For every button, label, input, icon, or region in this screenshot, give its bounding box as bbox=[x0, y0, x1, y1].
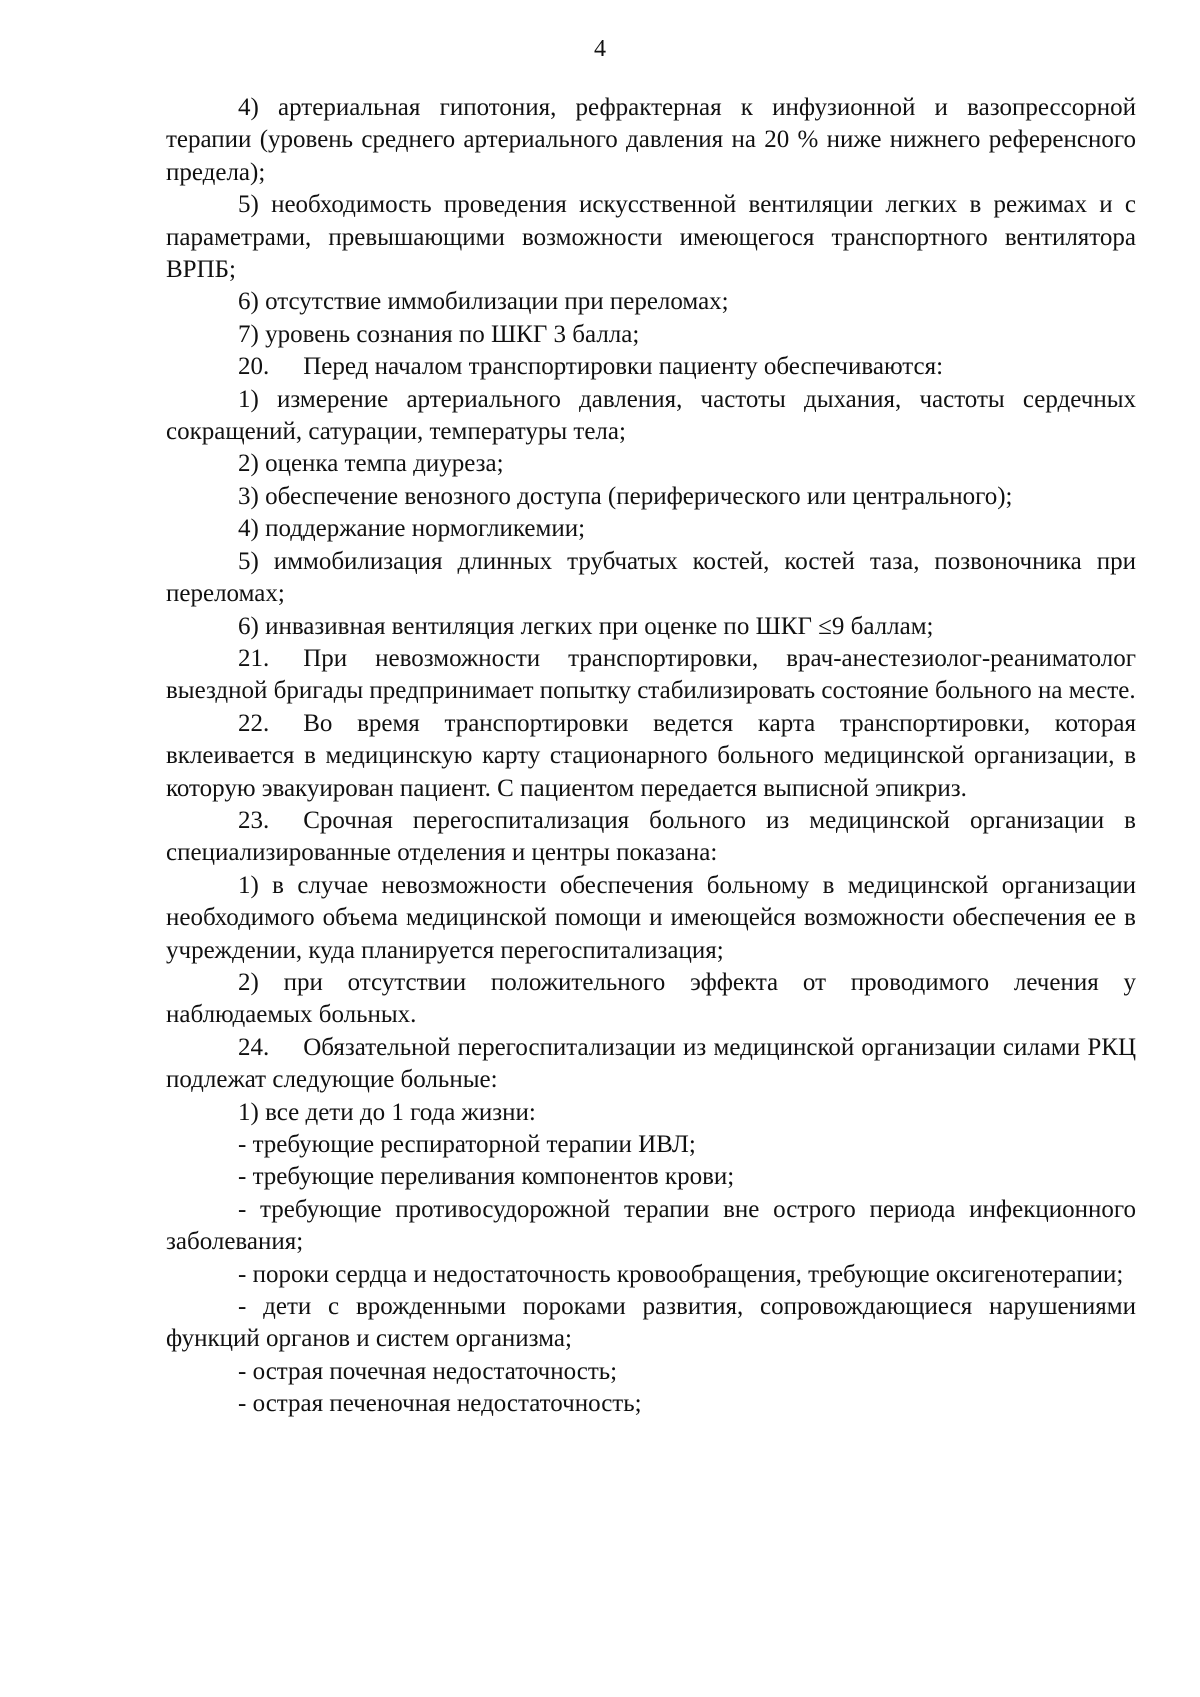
paragraph-item-2 bbox=[166, 448, 1136, 480]
paragraph-text: 1) все дети до 1 года жизни: bbox=[238, 1098, 536, 1126]
paragraph-item-4 bbox=[166, 92, 1136, 189]
list-dash-item bbox=[166, 1291, 1136, 1356]
page-number: 4 bbox=[594, 36, 606, 62]
paragraph-item-3 bbox=[166, 481, 1136, 513]
paragraph-item-4b bbox=[166, 513, 1136, 545]
paragraph-text: - требующие переливания компонентов крови; bbox=[238, 1163, 735, 1191]
paragraph-text: 6) инвазивная вентиляция легких при оценке по ШКГ ≤9 баллам; bbox=[238, 612, 934, 640]
list-dash-item bbox=[166, 1388, 1136, 1420]
paragraph-item-5 bbox=[166, 189, 1136, 286]
paragraph-text: - острая почечная недостаточность; bbox=[238, 1357, 618, 1385]
paragraph-text: 3) обеспечение венозного доступа (периферического или центрального); bbox=[238, 482, 1013, 510]
paragraph-text: - дети с врожденными пороками развития, сопровождающиеся нарушениями функций органов и систем организма; bbox=[166, 1293, 1136, 1353]
paragraph-text: 7) уровень сознания по ШКГ 3 балла; bbox=[238, 320, 640, 348]
paragraph-item-1 bbox=[166, 384, 1136, 449]
paragraph-item-6b bbox=[166, 611, 1136, 643]
paragraph-text: 1) измерение артериального давления, частоты дыхания, частоты сердечных сокращений, сатурации, температуры тела; bbox=[166, 385, 1136, 446]
list-dash-item bbox=[166, 1129, 1136, 1161]
clause-24 bbox=[166, 1032, 1136, 1097]
clause-number: 20. bbox=[238, 353, 270, 381]
paragraph-item-1d bbox=[166, 1097, 1136, 1129]
paragraph-text: 2) оценка темпа диуреза; bbox=[238, 450, 504, 478]
list-dash-item bbox=[166, 1259, 1136, 1291]
paragraph-item-1c bbox=[166, 870, 1136, 967]
clause-number: 24. bbox=[238, 1033, 270, 1061]
clause-number: 22. bbox=[238, 709, 270, 737]
paragraph-text: 2) при отсутствии положительного эффекта от проводимого лечения у наблюдаемых больных. bbox=[166, 968, 1136, 1029]
paragraph-text: При невозможности транспортировки, врач-анестезиолог-реаниматолог выездной бригады предпринимает попытку стабилизировать состояние больного на месте. bbox=[166, 644, 1136, 705]
paragraph-item-6 bbox=[166, 286, 1136, 318]
paragraph-text: - острая печеночная недостаточность; bbox=[238, 1390, 642, 1418]
paragraph-text: - требующие противосудорожной терапии вне острого периода инфекционного заболевания; bbox=[166, 1195, 1136, 1256]
list-dash-item bbox=[166, 1161, 1136, 1193]
paragraph-item-7 bbox=[166, 319, 1136, 351]
clause-number: 23. bbox=[238, 806, 270, 834]
clause-23 bbox=[166, 805, 1136, 870]
paragraph-text: Перед началом транспортировки пациенту обеспечиваются: bbox=[303, 353, 944, 381]
paragraph-text: 1) в случае невозможности обеспечения больному в медицинской организации необходимого объема медицинской помощи и имеющейся возможности обеспечения ее в учреждении, куда планируется перегоспитализация; bbox=[166, 871, 1136, 964]
paragraph-item-5b bbox=[166, 546, 1136, 611]
paragraph-text: 5) необходимость проведения искусственной вентиляции легких в режимах и с параметрами, превышающими возможности имеющегося транспортного вентилятора ВРПБ; bbox=[166, 191, 1136, 284]
paragraph-text: 4) поддержание нормогликемии; bbox=[238, 515, 586, 543]
list-dash-item bbox=[166, 1356, 1136, 1388]
paragraph-text: Во время транспортировки ведется карта транспортировки, которая вклеивается в медицинскую карту стационарного больного медицинской организации, в которую эвакуирован пациент. С пациентом передается выписной эпикриз. bbox=[166, 709, 1136, 802]
clause-number: 21. bbox=[238, 644, 270, 672]
paragraph-text: Срочная перегоспитализация больного из медицинской организации в специализированные отделения и центры показана: bbox=[166, 806, 1136, 867]
list-dash-item bbox=[166, 1194, 1136, 1259]
paragraph-text: 5) иммобилизация длинных трубчатых костей, костей таза, позвоночника при переломах; bbox=[166, 547, 1136, 608]
paragraph-text: 6) отсутствие иммобилизации при переломах; bbox=[238, 288, 729, 316]
clause-20 bbox=[166, 351, 1136, 383]
paragraph-text: - пороки сердца и недостаточность кровообращения, требующие оксигенотерапии; bbox=[238, 1260, 1124, 1288]
clause-22 bbox=[166, 708, 1136, 805]
paragraph-text: 4) артериальная гипотония, рефрактерная к инфузионной и вазопрессорной терапии (уровень среднего артериального давления на 20 % ниже нижнего референсного предела); bbox=[166, 94, 1136, 186]
paragraph-item-2c bbox=[166, 967, 1136, 1032]
document-body bbox=[166, 92, 1136, 1421]
paragraph-text: - требующие респираторной терапии ИВЛ; bbox=[238, 1131, 696, 1158]
paragraph-text: Обязательной перегоспитализации из медицинской организации силами РКЦ подлежат следующие больные: bbox=[166, 1033, 1136, 1094]
clause-21 bbox=[166, 643, 1136, 708]
